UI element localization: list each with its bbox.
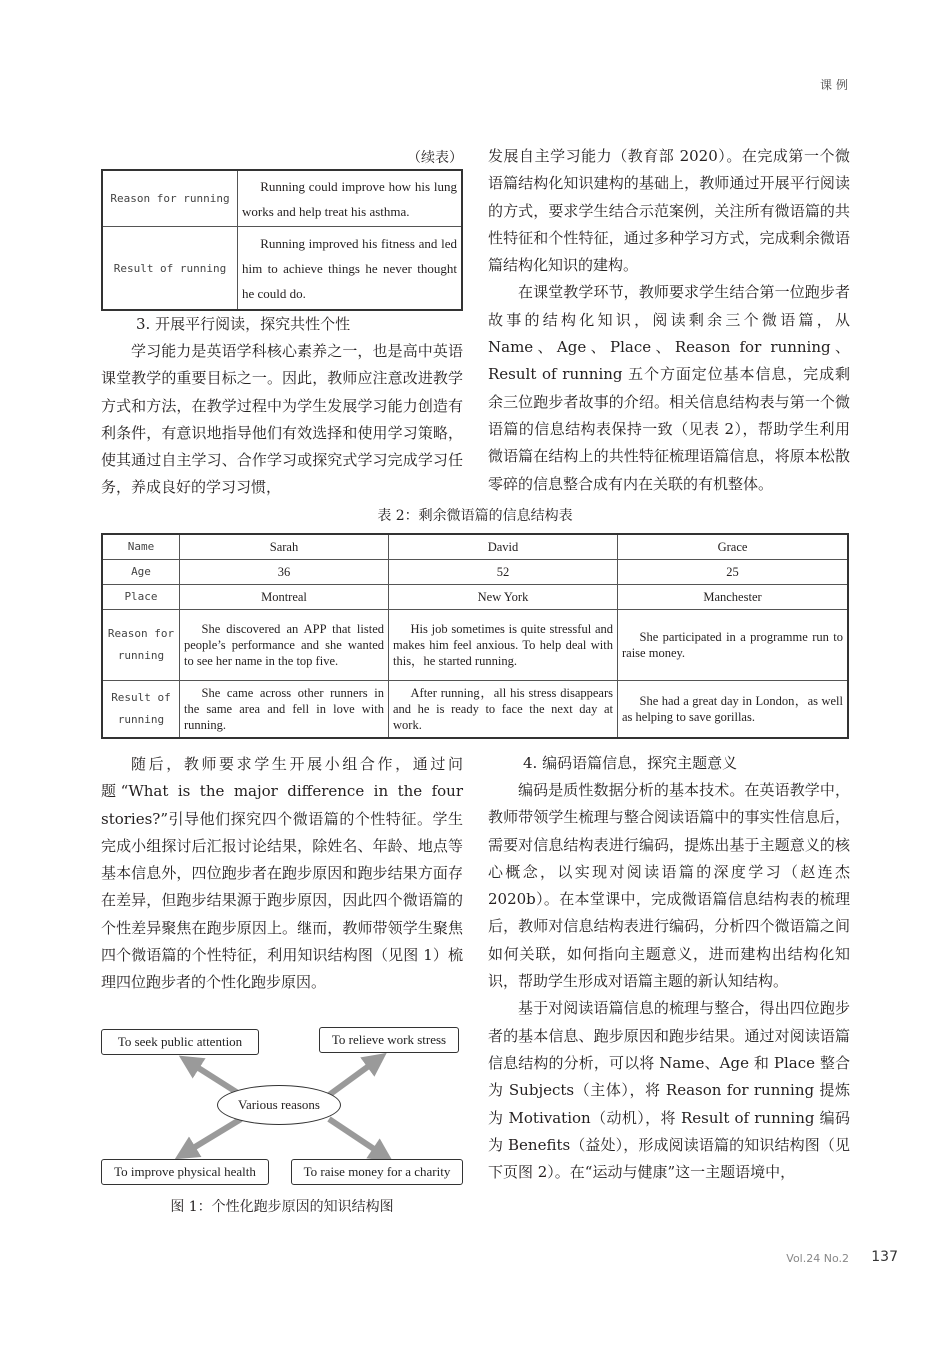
footer-volume: Vol.24 No.2 [786,1252,849,1265]
table-cell: She participated in a programme run to raise money. [618,610,849,681]
node-bottom-right: To raise money for a charity [291,1159,463,1185]
table-cell: Manchester [618,585,849,610]
node-bottom-left: To improve physical health [101,1159,269,1185]
table-label: Reason for running [102,170,238,227]
paragraph: 在课堂教学环节，教师要求学生结合第一位跑步者故事的结构化知识，阅读剩余三个微语篇，从 Name、Age、Place、Reason for running、Result of running 五个方面定位基本信息，完成剩余三位跑步者故事的介绍。相关信息结构表与第一个微语篇的信息结构表保持一致（见表 2），帮助学生利用微语篇在结构上的共性特征梳理语篇信息，将原本松散零碎的信息整合成有内在关联的有机整体。 [488,283,850,493]
arrow-top-left [189,1062,241,1095]
table-label: Place [102,585,180,610]
table-1-continued [101,169,463,311]
table-label: Reason for running [102,610,180,681]
node-center: Various reasons [217,1085,341,1125]
table-cell: 36 [180,560,389,585]
table-cell: Grace [618,534,849,560]
node-top-right: To relieve work stress [319,1027,459,1053]
arrow-top-right [329,1060,377,1095]
paragraph: 发展自主学习能力（教育部 2020）。在完成第一个微语篇结构化知识建构的基础上，教师通过开展平行阅读的方式，要求学生结合示范案例，关注所有微语篇的共性特征和个性特征，通过多种学习方式，完成剩余微语篇结构化知识的建构。 [488,147,850,275]
table-row [102,585,848,610]
section-heading-4: 4. 编码语篇信息，探究主题意义 [523,754,738,772]
left-column-upper [101,311,463,502]
table-cell: After running，all his stress disappears and he is ready to face the next day at work. [389,681,618,739]
table-cell: Montreal [180,585,389,610]
table-cell: David [389,534,618,560]
arrow-bottom-right [329,1119,383,1155]
table-cell: Running improved his fitness and led him to achieve things he never thought he could do. [238,227,463,311]
paragraph: 学习能力是英语学科核心素养之一，也是高中英语课堂教学的重要目标之一。因此，教师应注意改进教学方式和方法，在教学过程中为学生发展学习能力创造有利条件，有意识地指导他们有效选择和使用学习策略，使其通过自主学习、合作学习或探究式学习完成学习任务，养成良好的学习习惯， [101,342,463,497]
table-row [102,534,848,560]
table-label: Name [102,534,180,560]
table-2-title: 表 2：剩余微语篇的信息结构表 [377,508,573,524]
table-label: Result of running [102,681,180,739]
table-cell: 52 [389,560,618,585]
table-label: Age [102,560,180,585]
table-2 [101,533,849,739]
table-row [102,681,848,739]
table-cell: She came across other runners in the same area and fell in love with running. [180,681,389,739]
page-number: 137 [871,1249,898,1265]
right-column-upper [488,143,850,498]
table-row [102,227,462,311]
right-column-lower [488,750,850,1186]
paragraph: 随后，教师要求学生开展小组合作，通过问题“What is the major difference in the four stories?”引导他们探究四个微语篇的个性特征。学生完成小组探讨后汇报讨论结果，除姓名、年龄、地点等基本信息外，四位跑步者在跑步原因和跑步结果方面存在差异，但跑步结果源于跑步原因，因此四个微语篇的个性差异聚焦在跑步原因上。继而，教师带领学生聚焦四个微语篇的个性特征，利用知识结构图（见图 1）梳理四位跑步者的个性化跑步原因。 [101,755,463,992]
node-top-left: To seek public attention [101,1029,259,1055]
table-row [102,560,848,585]
table-cell: New York [389,585,618,610]
paragraph: 编码是质性数据分析的基本技术。在英语教学中，教师带领学生梳理与整合阅读语篇中的事实性信息后，需要对信息结构表进行编码，提炼出基于主题意义的核心概念，以实现对阅读语篇的深度学习（赵连杰 2020b）。在本堂课中，完成微语篇信息结构表的梳理后，教师对信息结构表进行编码，分析四个微语篇之间如何关联，如何指向主题意义，进而建构出结构化知识，帮助学生形成对语篇主题的新认知结构。 [488,781,850,991]
figure-1-diagram [101,1025,463,1225]
table-cell: She had a great day in London，as well as helping to save gorillas. [618,681,849,739]
arrow-bottom-left [185,1119,241,1153]
table-row [102,610,848,681]
table-cell: She discovered an APP that listed people’s performance and she wanted to see her name in the top five. [180,610,389,681]
table-cell: His job sometimes is quite stressful and makes him feel anxious. To help deal with this，he started running. [389,610,618,681]
section-heading-3: 3. 开展平行阅读，探究共性个性 [136,315,351,333]
table-cell: 25 [618,560,849,585]
left-column-lower [101,751,463,997]
paragraph: 基于对阅读语篇信息的梳理与整合，得出四位跑步者的基本信息、跑步原因和跑步结果。通过对阅读语篇信息结构的分析，可以将 Name、Age 和 Place 整合为 Subjects（主体），将 Reason for running 提炼为 Motivation（动机），将 Result of running 编码为 Benefits（益处），形成阅读语篇的知识结构图（见下页图 2）。在“运动与健康”这一主题语境中， [488,999,850,1182]
table-continued-note: （续表） [407,150,463,166]
figure-caption: 图 1：个性化跑步原因的知识结构图 [170,1199,394,1215]
table-label: Result of running [102,227,238,311]
table-cell: Running could improve how his lung works and help treat his asthma. [238,170,463,227]
table-row [102,170,462,227]
table-cell: Sarah [180,534,389,560]
section-header: 课例 [819,78,852,92]
